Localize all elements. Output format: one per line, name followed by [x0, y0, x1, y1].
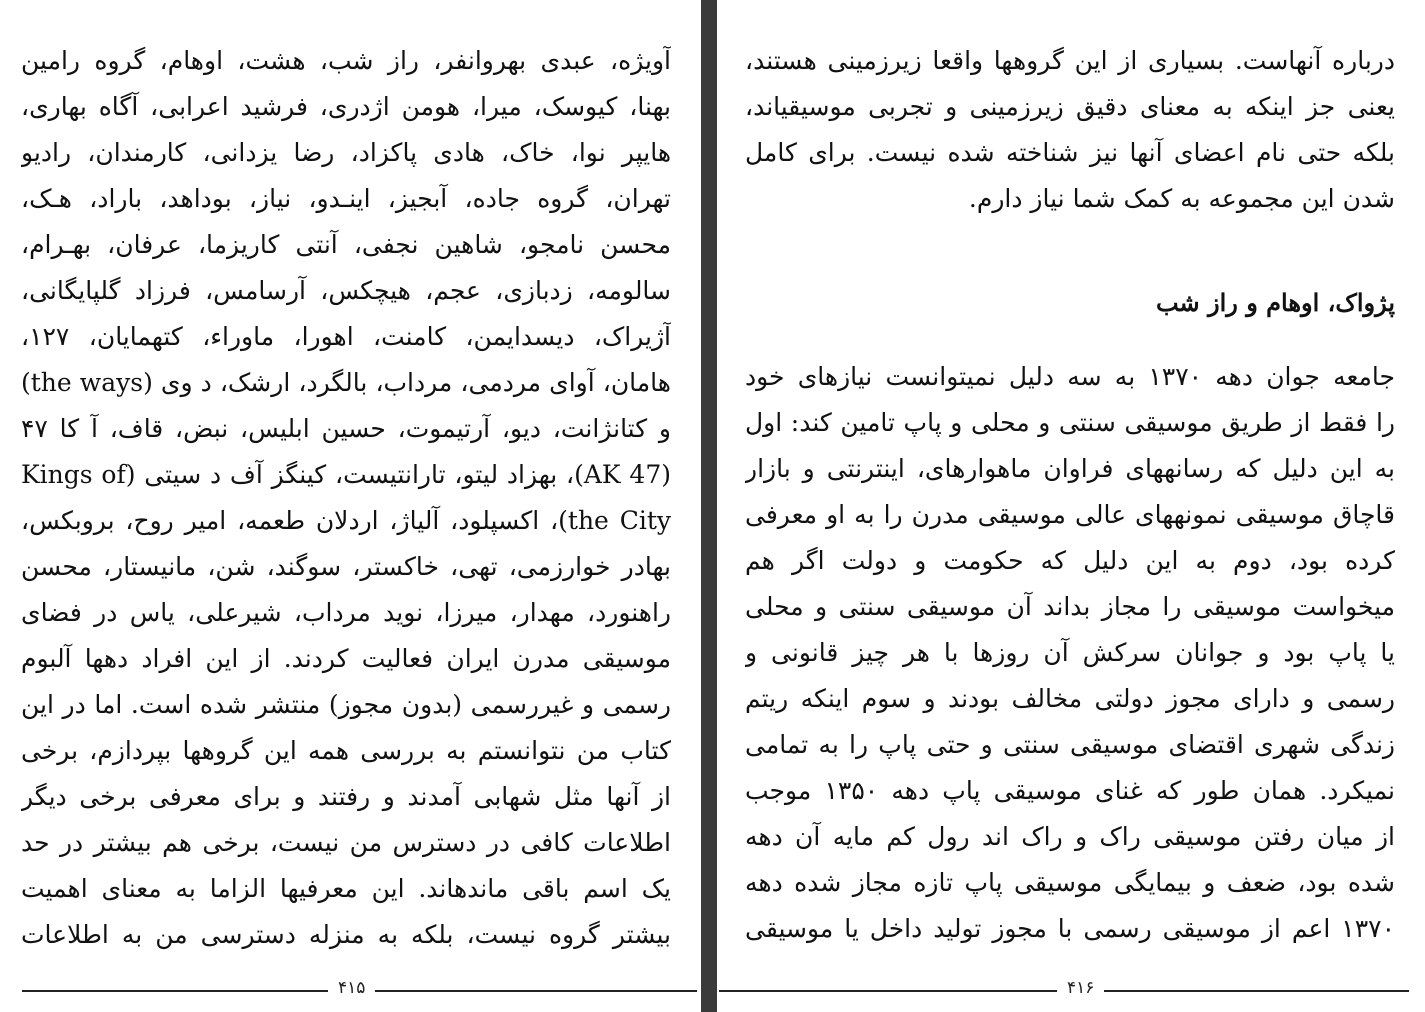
text-line: بهنا، کیوسک، میرا، هومن اژدری، فرشید اعرابی، آگاه بهاری، [21, 92, 671, 121]
text-line: شده بود، ضعف و بیمایگی موسیقی پاپ تازه مجاز شده دهه [745, 868, 1395, 897]
text-line: کرده بود، دوم به این دلیل که حکومت و دولت اگر هم [745, 546, 1395, 575]
text-line: (AK 47)، بهزاد لیتو، تارانتیست، کینگز آف د سیتی (Kings of [21, 460, 671, 489]
text-line: رسمی و دارای مجوز دولتی مخالف بودند و سوم اینکه ریتم [745, 684, 1395, 713]
text-line: و کتانژانت، دیو، آرتیموت، حسین ابلیس، نبض، قاف، آ کا ۴۷ [21, 414, 671, 443]
right-page [717, 0, 1425, 1012]
text-line: نمیکرد. همان طور که غنای موسیقی پاپ دهه ۱۳۵۰ موجب [745, 776, 1395, 805]
text-line: درباره آنهاست. بسیاری از این گروهها واقعا زیرزمینی هستند، [745, 46, 1395, 75]
text-line: یا پاپ بود و جوانان سرکش آن روزها با هر چیز قانونی و [745, 638, 1395, 667]
text-line: یک اسم باقی ماندهاند. این معرفیها الزاما به معنای اهمیت [21, 874, 671, 903]
text-line: هایپر نوا، خاک، هادی پاکزاد، رضا یزدانی، کارمندان، رادیو [21, 138, 671, 167]
text-line: راهنورد، مهدار، میرزا، نوید مرداب، شیرعلی، یاس در فضای [21, 598, 671, 627]
text-line: را فقط از طریق موسیقی سنتی و محلی و پاپ تامین کند: اول [745, 408, 1395, 437]
text-line: از میان رفتن موسیقی راک و راک اند رول کم مایه آن دهه [745, 822, 1395, 851]
text-line: ۱۳۷۰ اعم از موسیقی رسمی با مجوز تولید داخل یا موسیقی [745, 914, 1395, 943]
text-line: بهادر خوارزمی، تهی، خاکستر، سوگند، شن، مانیستار، محسن [21, 552, 671, 581]
book-gutter [701, 0, 717, 1012]
text-line: قاچاق موسیقی نمونههای عالی موسیقی مدرن را به او معرفی [745, 500, 1395, 529]
text-line: محسن نامجو، شاهین نجفی، آنتی کاریزما، عرفان، بهـرام، [21, 230, 671, 259]
text-line: به این دلیل که رسانههای فراوان ماهوارهای، اینترنتی و بازار [745, 454, 1395, 483]
right-page-number: ۴۱۶ [1057, 978, 1104, 998]
text-line: زندگی شهری اقتضای موسیقی سنتی و حتی پاپ را به تمامی [745, 730, 1395, 759]
text-line: شدن این مجموعه به کمک شما نیاز دارم. [968, 184, 1395, 213]
right-page-paragraph-1 [745, 38, 1395, 222]
left-page [0, 0, 701, 1012]
text-line: the City)، اکسپلود، آلیاژ، اردلان طعمه، امیر روح، بروبکس، [21, 506, 671, 535]
text-line: جامعه جوان دهه ۱۳۷۰ به سه دلیل نمیتوانست نیازهای خود [745, 362, 1395, 391]
text-line: کتاب من نتوانستم به بررسی همه این گروهها بپردازم، برخی [21, 736, 671, 765]
text-line: سالومه، زدبازی، عجم، هیچکس، آرسامس، فرزاد گلپایگانی، [21, 276, 671, 305]
text-line: بلکه حتی نام اعضای آنها نیز شناخته شده نیست. برای کامل [745, 138, 1395, 167]
text-line: موسیقی مدرن ایران فعالیت کردند. از این افراد دهها آلبوم [21, 644, 671, 673]
text-line: اطلاعات کافی در دسترس من نیست، برخی هم بیشتر در حد [21, 828, 671, 857]
text-line: رسمی و غیررسمی (بدون مجوز) منتشر شده است. اما در این [21, 690, 671, 719]
text-line: هامان، آوای مردمی، مرداب، بالگرد، ارشک، د وی (the ways) [21, 368, 671, 397]
left-page-body [21, 38, 671, 958]
text-line: یعنی جز اینکه به معنای دقیق زیرزمینی و تجربی موسیقیاند، [745, 92, 1395, 121]
left-page-number: ۴۱۵ [328, 978, 375, 998]
text-line: آویژه، عبدی بهروانفر، راز شب، هشت، اوهام، گروه رامین [21, 46, 671, 75]
text-line: بیشتر گروه نیست، بلکه به منزله دسترسی من به اطلاعات [21, 920, 671, 949]
text-line: تهران، گروه جاده، آبجیز، اینـدو، نیاز، بوداهد، باراد، هـک، [21, 184, 671, 213]
text-line: از آنها مثل شهابی آمدند و رفتند و برای معرفی برخی دیگر [21, 782, 671, 811]
text-line: آژیراک، دیسدایمن، کامنت، اهورا، ماوراء، کتهمایان، ۱۲۷، [21, 322, 671, 351]
text-line: میخواست موسیقی را مجاز بداند آن موسیقی سنتی و محلی [745, 592, 1395, 621]
right-page-paragraph-2 [745, 354, 1395, 952]
section-heading: پژواک، اوهام و راز شب [1155, 288, 1395, 317]
